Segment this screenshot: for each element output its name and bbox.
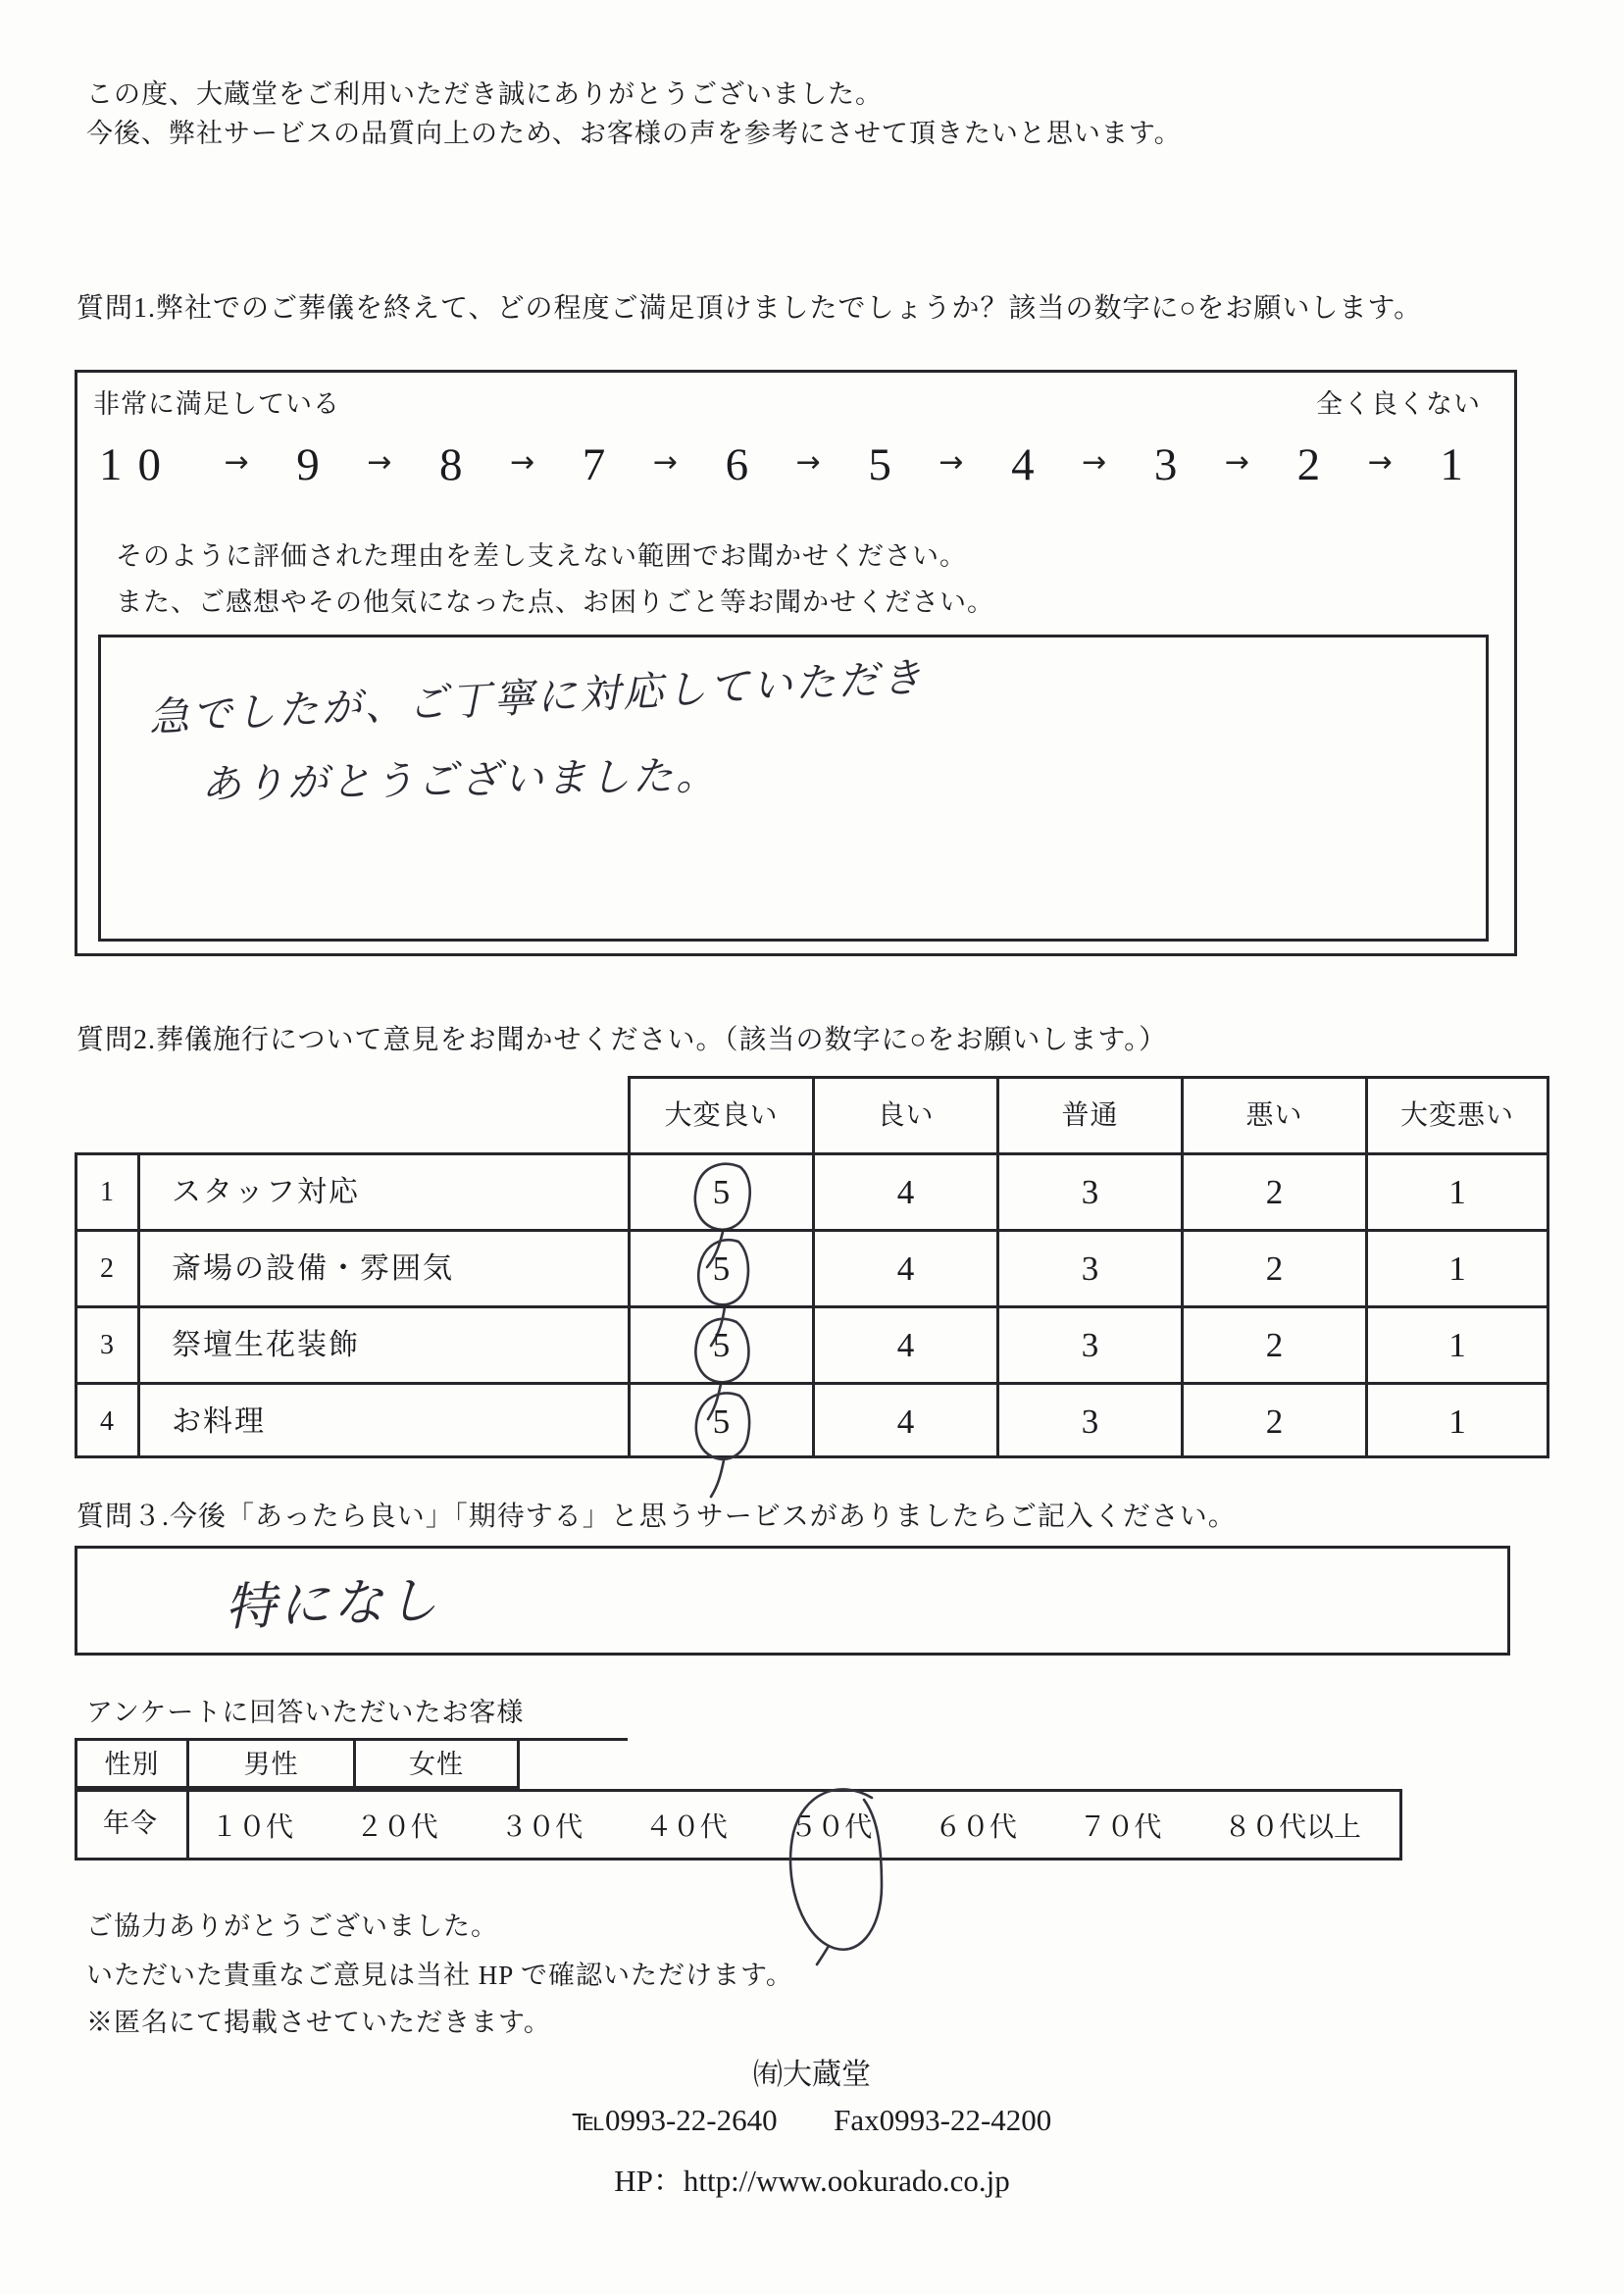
q2-score-cell: 1 [1365, 1305, 1549, 1382]
q2-score-cell-selected: 5 [628, 1382, 812, 1458]
company-homepage: HP：http://www.ookurado.co.jp [614, 2164, 1010, 2198]
intro-line-1: この度、大蔵堂をご利用いただき誠にありがとうございました。 [86, 79, 883, 109]
q2-score-cell: 3 [996, 1229, 1181, 1305]
scale-arrow: → [1367, 444, 1393, 480]
q2-score-cell: 1 [1365, 1152, 1549, 1229]
gender-row-extension [520, 1738, 628, 1741]
q2-score-cell: 2 [1181, 1382, 1365, 1458]
scale-number-5: 5 [868, 438, 891, 490]
q2-score-cell: 3 [996, 1305, 1181, 1382]
age-option-20s: ２０代 [355, 1811, 438, 1843]
footer-hp-note: いただいた貴重なご意見は当社 HP で確認いただけます。 [86, 1961, 793, 1990]
q2-col-header-excellent: 大変良い [628, 1076, 812, 1152]
age-row [75, 1789, 1402, 1861]
intro-line-2: 今後、弊社サービスの品質向上のため、お客様の声を参考にさせて頂きたいと思います。 [86, 119, 1182, 148]
company-tel: ℡0993-22-2640 [572, 2103, 778, 2137]
age-option-80s-plus: ８０代以上 [1223, 1811, 1361, 1843]
scale-number-10: 10 [99, 438, 177, 490]
q2-score-cell: 2 [1181, 1229, 1365, 1305]
q2-score-cell: 1 [1365, 1229, 1549, 1305]
q2-col-header-bad: 悪い [1181, 1076, 1365, 1152]
handwritten-answer: 特になし [224, 1571, 442, 1638]
q2-row-number: 4 [75, 1382, 137, 1458]
q2-heading: 質問2.葬儀施行について意見をお聞かせください。（該当の数字に○をお願いします。） [76, 1025, 1168, 1055]
company-name: ㈲大蔵堂 [753, 2059, 871, 2091]
q2-row-label-food: お料理 [137, 1382, 628, 1458]
age-option-40s: ４０代 [644, 1811, 728, 1843]
scale-number-6: 6 [725, 438, 749, 490]
age-option-30s: ３０代 [500, 1811, 584, 1843]
q3-heading: 質問３.今後「あったら良い」「期待する」と思うサービスがありましたらご記入ください。 [76, 1502, 1237, 1532]
gender-label-cell: 性別 [75, 1738, 186, 1789]
q2-score-cell: 3 [996, 1152, 1181, 1229]
scale-arrow: → [1224, 444, 1250, 480]
q2-col-header-normal: 普通 [996, 1076, 1181, 1152]
scale-arrow: → [510, 444, 535, 480]
footer-anonymous-note: ※匿名にて掲載させていただきます。 [86, 2008, 551, 2037]
age-option-60s: ６０代 [934, 1811, 1017, 1843]
q3-answer-box [75, 1546, 1510, 1656]
handwritten-comment-line-1: 急でしたが、ご丁寧に対応していただき [147, 653, 926, 741]
q2-row-number: 3 [75, 1305, 137, 1382]
q2-score-cell: 3 [996, 1382, 1181, 1458]
scale-arrow: → [224, 444, 249, 480]
q2-score-cell: 2 [1181, 1152, 1365, 1229]
gender-option-male: 男性 [186, 1738, 353, 1789]
scale-number-9: 9 [296, 438, 320, 490]
age-circle-annotation [778, 1782, 905, 1964]
scale-number-1: 1 [1440, 438, 1463, 490]
scale-number-8: 8 [439, 438, 463, 490]
age-options [186, 1789, 1402, 1861]
age-option-50s-selected: ５０代 [789, 1806, 872, 1845]
scale-arrow: → [1082, 444, 1107, 480]
q2-row-number: 1 [75, 1152, 137, 1229]
q2-score-cell: 1 [1365, 1382, 1549, 1458]
footer-thanks: ご協力ありがとうございました。 [86, 1912, 498, 1941]
scale-number-7: 7 [582, 438, 606, 490]
q2-col-header-good: 良い [812, 1076, 996, 1152]
q1-comment-box [98, 635, 1489, 942]
age-option-70s: ７０代 [1079, 1811, 1162, 1843]
scale-number-2: 2 [1296, 438, 1321, 490]
gender-row [75, 1738, 1549, 1789]
q2-score-cell-selected: 5 [628, 1305, 812, 1382]
q2-table [75, 1076, 1549, 1458]
scale-arrow: → [367, 444, 392, 480]
gender-option-female: 女性 [353, 1738, 520, 1789]
q2-score-cell: 4 [812, 1229, 996, 1305]
scale-arrow: → [795, 444, 821, 480]
age-label-cell: 年令 [103, 1809, 158, 1838]
q1-label-not-good: 全く良くない [1316, 389, 1481, 419]
scale-number-3: 3 [1153, 438, 1178, 490]
company-contact [0, 2103, 1624, 2138]
q1-prompt-2: また、ご感想やその他気になった点、お困りごと等お聞かせください。 [116, 587, 994, 617]
handwritten-comment-line-2: ありがとうございました。 [200, 751, 720, 808]
q2-row-number: 2 [75, 1229, 137, 1305]
scale-arrow: → [939, 444, 964, 480]
q2-score-cell: 4 [812, 1152, 996, 1229]
q1-heading: 質問1.弊社でのご葬儀を終えて、どの程度ご満足頂けましたでしょうか？該当の数字に○をお願いします。 [76, 293, 1423, 324]
respondent-heading: アンケートに回答いただいたお客様 [86, 1698, 525, 1727]
q2-score-cell-selected: 5 [628, 1152, 812, 1229]
scale-number-4: 4 [1011, 438, 1035, 490]
q2-row-label-flowers: 祭壇生花装飾 [137, 1305, 628, 1382]
q2-row-label-venue: 斎場の設備・雰囲気 [137, 1229, 628, 1305]
q2-score-cell: 2 [1181, 1305, 1365, 1382]
q2-score-cell: 4 [812, 1382, 996, 1458]
q1-prompt-1: そのように評価された理由を差し支えない範囲でお聞かせください。 [116, 541, 967, 571]
satisfaction-scale [95, 436, 1463, 493]
q2-col-header-very-bad: 大変悪い [1365, 1076, 1549, 1152]
age-option-10s: １０代 [211, 1811, 294, 1843]
q1-label-very-satisfied: 非常に満足している [93, 389, 340, 419]
q2-score-cell: 4 [812, 1305, 996, 1382]
company-fax: Fax0993-22-4200 [834, 2103, 1052, 2137]
scale-arrow: → [652, 444, 678, 480]
q2-row-label-staff: スタッフ対応 [137, 1152, 628, 1229]
q2-score-cell-selected: 5 [628, 1229, 812, 1305]
